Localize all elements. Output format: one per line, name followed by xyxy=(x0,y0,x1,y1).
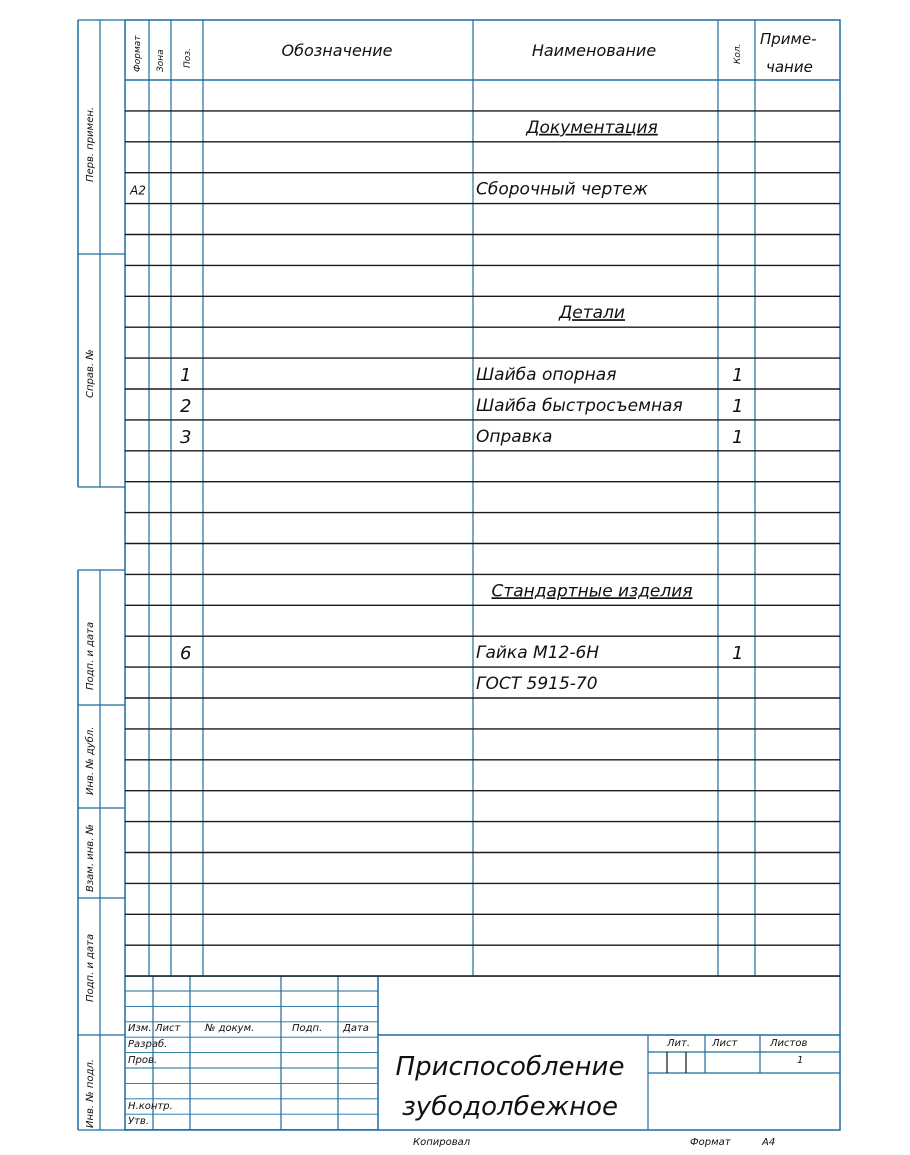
header-note-1: Приме- xyxy=(760,30,817,48)
tb-list: Лист xyxy=(155,1023,181,1034)
tb-data: Дата xyxy=(343,1023,369,1034)
tb-utv: Утв. xyxy=(128,1116,149,1127)
header-name: Наименование xyxy=(531,41,657,60)
tb-n-kontr: Н.контр. xyxy=(128,1101,173,1112)
tb-sheets-value: 1 xyxy=(797,1055,804,1066)
spec-row xyxy=(180,427,743,448)
tb-lit: Лит. xyxy=(667,1038,691,1049)
margin-podp-data-bottom: Подп. и дата xyxy=(85,933,96,1002)
row-lines xyxy=(125,111,840,976)
tb-doc-no: № докум. xyxy=(205,1023,255,1034)
tb-prov: Пров. xyxy=(128,1055,158,1066)
row-qty: 1 xyxy=(732,426,744,448)
header-format: Формат xyxy=(133,35,143,72)
section-heading: Документация xyxy=(526,117,658,138)
row-pos: 6 xyxy=(180,643,192,665)
row-name: Сборочный чертеж xyxy=(476,179,648,200)
footer-format-label: Формат xyxy=(690,1137,731,1148)
row-pos: 2 xyxy=(180,395,192,417)
row-qty: 1 xyxy=(732,365,744,386)
row-pos: 3 xyxy=(180,426,192,448)
margin-inv-dubl: Инв. № дубл. xyxy=(85,726,96,795)
footer-copied: Копировал xyxy=(413,1137,471,1148)
tb-sheet: Лист xyxy=(712,1038,738,1049)
spec-row xyxy=(180,643,743,664)
row-name: Гайка М12-6Н xyxy=(476,643,600,664)
margin-perv-primen: Перв. примен. xyxy=(85,106,96,182)
doc-title-line1: Приспособление xyxy=(395,1052,625,1082)
spec-row xyxy=(180,365,743,386)
tb-sheets: Листов xyxy=(770,1038,808,1049)
margin-sprav-no: Справ. № xyxy=(85,349,96,398)
row-qty: 1 xyxy=(732,395,744,417)
row-qty: 1 xyxy=(732,643,744,665)
tb-podp: Подп. xyxy=(292,1023,323,1034)
spec-row xyxy=(558,303,625,323)
header-pos: Поз. xyxy=(183,48,193,68)
row-name: ГОСТ 5915-70 xyxy=(476,674,598,694)
spec-row xyxy=(180,396,743,417)
section-heading: Стандартные изделия xyxy=(491,581,693,602)
header-zone: Зона xyxy=(156,49,166,72)
row-name: Шайба опорная xyxy=(476,365,617,385)
spec-row xyxy=(129,180,649,200)
doc-title-line2: зубодолбежное xyxy=(401,1092,619,1122)
tb-izm: Изм. xyxy=(128,1023,152,1034)
tb-razrab: Разраб. xyxy=(128,1039,168,1050)
footer-format-value: А4 xyxy=(762,1137,776,1148)
header-note-2: чание xyxy=(766,58,813,76)
spec-row xyxy=(476,674,598,694)
margin-inv-podl: Инв. № подл. xyxy=(85,1059,96,1128)
section-heading: Детали xyxy=(559,303,625,324)
row-format: А2 xyxy=(130,183,146,198)
margin-vzam-inv: Взам. инв. № xyxy=(85,824,96,892)
row-name: Оправка xyxy=(476,426,553,447)
row-name: Шайба быстросъемная xyxy=(476,395,683,416)
margin-podp-data-top: Подп. и дата xyxy=(85,621,96,690)
header-designation: Обозначение xyxy=(281,41,393,60)
row-pos: 1 xyxy=(180,365,192,386)
header-qty: Кол. xyxy=(733,43,743,64)
spec-row xyxy=(491,581,692,601)
spec-row xyxy=(525,118,658,138)
